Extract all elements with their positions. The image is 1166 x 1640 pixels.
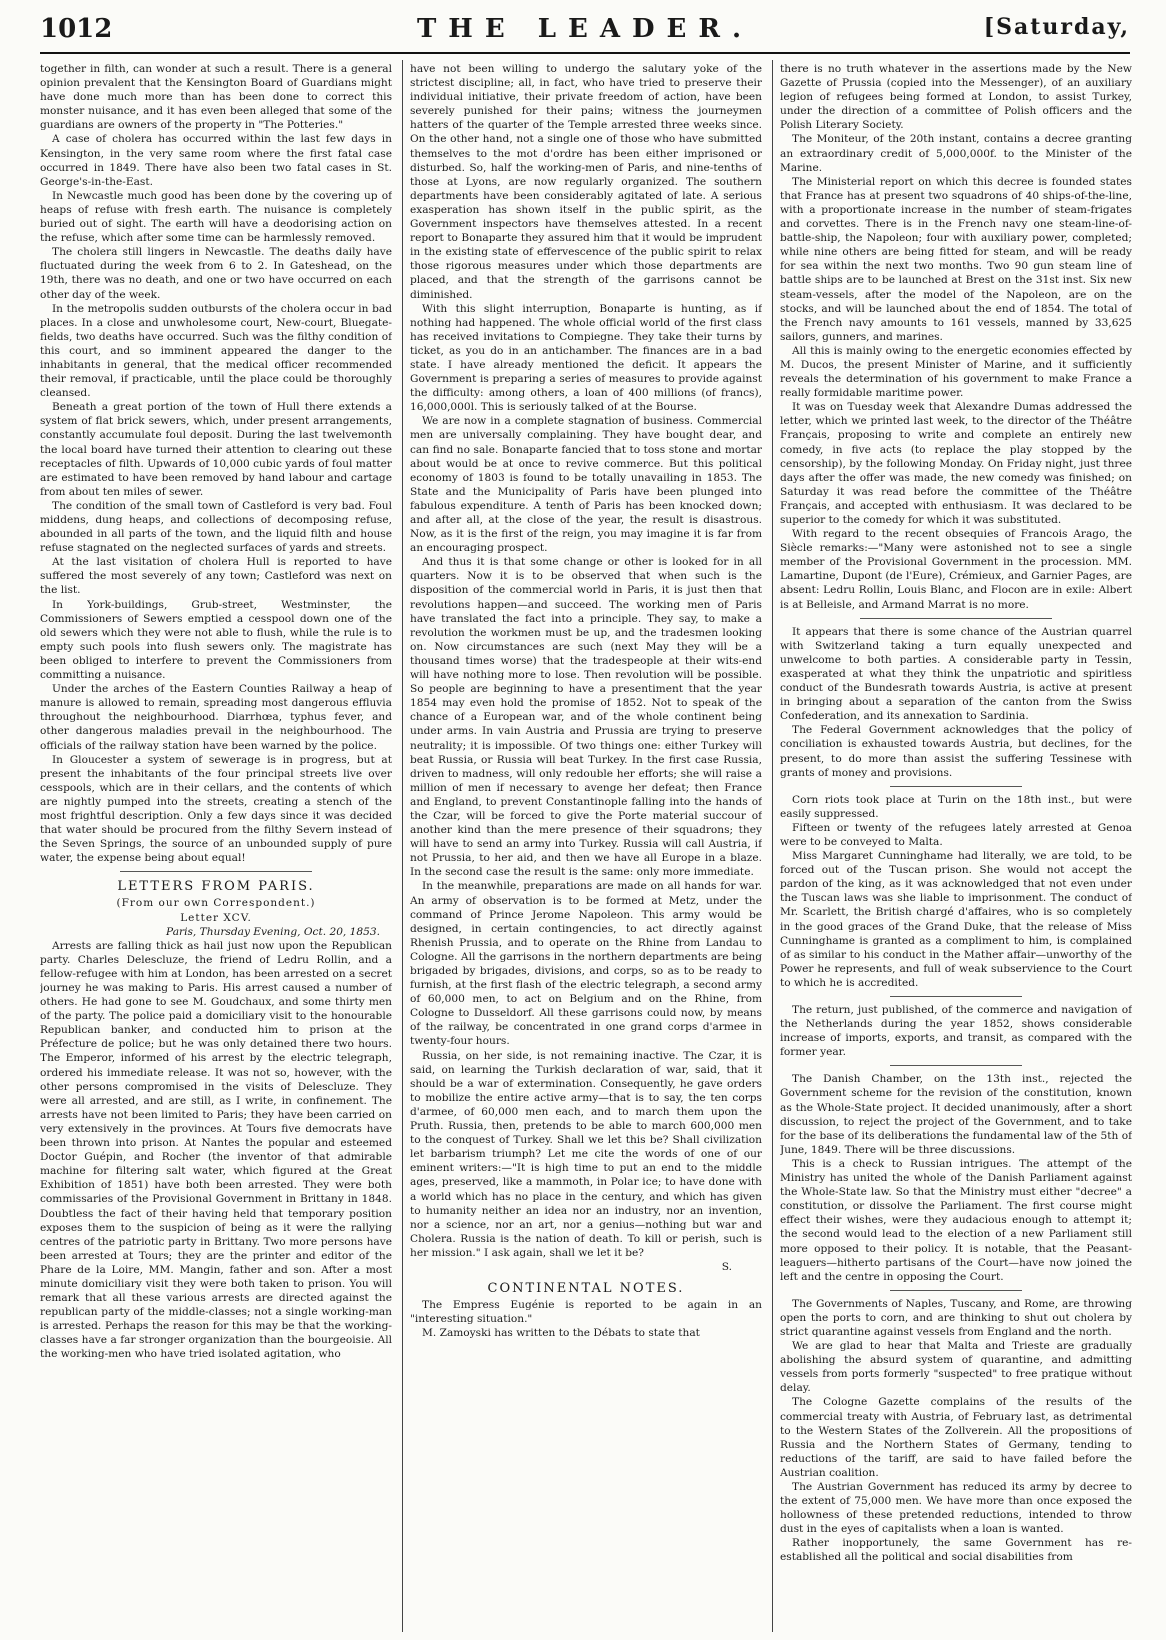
paragraph: M. Zamoyski has written to the Débats to state that	[422, 1327, 700, 1340]
paragraph: The Moniteur, of the 20th instant, contains a decree granting an extraordinary credit of 5,000,000f. to the Minister of the Marine.	[780, 133, 1132, 174]
divider	[860, 618, 1052, 619]
paragraph: In the metropolis sudden outbursts of the cholera occur in bad places. In a close and unwholesome court, New-court, Bluegate-fields, two deaths have occurred. Such was the filthy condition of this court, and so imminent appeared the danger to the inhabitants in general, that the medical officer recommended their removal, if practicable, until the place could be thoroughly cleansed.	[40, 302, 392, 400]
paragraph: We are glad to hear that Malta and Trieste are gradually abolishing the absurd system of quarantine, and admitting vessels from ports formerly "suspected" to free pratique without delay.	[780, 1340, 1132, 1395]
letter-number: Letter XCV.	[180, 911, 252, 924]
paragraph: The cholera still lingers in Newcastle. The deaths daily have fluctuated during the week from 6 to 2. In Gateshead, on the 19th, there was no death, and one or two have occurred on each other day of the week.	[40, 246, 392, 301]
paragraph: together in filth, can wonder at such a result. There is a general opinion prevalent that the Kensington Board of Guardians might have done much more than has been done to correct this monster nuisance, and it has even been alleged that some of the guardians are owners of the property in "The Potteries."	[40, 63, 392, 132]
paragraph: have not been willing to undergo the salutary yoke of the strictest discipline; all, in fact, who have tried to preserve their individual initiative, their private freedom of action, have been severely punished for their pains; witness the journeymen hatters of the quarter of the Temple arrested three weeks since. On the other hand, not a single one of those who have submitted themselves to the mot d'ordre has been either imprisoned or disturbed. So, half the working-men of Paris, and nine-tenths of those at Lyons, are now regularly organized. The southern departments have been considerably agitated of late. A serious exasperation has shown itself in the public spirit, as the Government inspectors have themselves attested. In a recent report to Bonaparte they assured him that it would be imprudent in the existing state of effervescence of the public spirit to relax those rigorous measures under which those departments are placed, and that the strength of the garrisons cannot be diminished.	[410, 63, 762, 301]
paragraph: In Gloucester a system of sewerage is in progress, but at present the inhabitants of the four principal streets live over cesspools, which are in their cellars, and the contents of which are nightly pumped into the streets, creating a stench of the most frightful description. Only a few days since it was decided that water should be procured from the filthy Severn instead of the Seven Springs, the source of an unbounded supply of pure water, the expense being about equal!	[40, 753, 392, 865]
divider	[890, 1290, 1022, 1291]
section-subheading: (From our own Correspondent.)	[116, 897, 316, 910]
paragraph: In Newcastle much good has been done by the covering up of heaps of refuse with fresh earth. The nuisance is completely buried out of sight. The earth will have a deodorising action on the refuse, which after some time can be harmlessly removed.	[40, 189, 392, 245]
divider	[890, 786, 1022, 787]
paragraph: The return, just published, of the commerce and navigation of the Netherlands during the year 1852, shows considerable increase of imports, exports, and transit, as compared with the former year.	[780, 1004, 1132, 1059]
paragraph: It was on Tuesday week that Alexandre Dumas addressed the letter, which we printed last week, to the director of the Théâtre Français, proposing to write and complete an entirely new comedy, in five acts (to replace the play stopped by the censorship), by the following Monday. On Friday night, just three days after the offer was made, the new comedy was finished; on Saturday it was read before the committee of the Théâtre Français, and accepted with enthusiasm. It was declared to be superior to the comedy for which it was substituted.	[780, 401, 1132, 526]
section-heading-continental: CONTINENTAL NOTES.	[487, 1281, 685, 1297]
divider	[120, 871, 312, 872]
paragraph: In the meanwhile, preparations are made on all hands for war. An army of observation is to be formed at Metz, under the command of Prince Jerome Napoleon. This army would be designed, in certain contingencies, to act directly against Rhenish Prussia, and to operate on the Rhine from Landau to Cologne. All the garrisons in the northern departments are being brigaded by brigades, divisions, and corps, so as to be ready to furnish, at the first flash of the electric telegraph, a second army of 60,000 men, to act on Belgium and on the Rhine, from Cologne to Dusseldorf. All these garrisons could now, by means of the railway, be concentrated in one grand corps d'armee in twenty-four hours.	[410, 880, 762, 1048]
divider	[890, 996, 1022, 997]
dateline: Paris, Thursday Evening, Oct. 20, 1853.	[166, 925, 380, 938]
paragraph: Corn riots took place at Turin on the 18th inst., but were easily suppressed.	[780, 793, 1132, 820]
paragraph: A case of cholera has occurred within the last few days in Kensington, in the very same room where the first fatal case occurred in 1849. There have also been two fatal cases in St. George's-in-the-East.	[40, 133, 392, 188]
paragraph: With this slight interruption, Bonaparte is hunting, as if nothing had happened. The whole official world of the first class has received invitations to Compiegne. They take their turns by ticket, as you do in an antichamber. The finances are in a bad state. I have already mentioned the deficit. It appears the Government is preparing a series of measures to provide against the difficulty: among others, a loan of 400 millions (of francs), 16,000,000l. This is seriously talked of at the Bourse.	[410, 302, 762, 414]
paragraph: there is no truth whatever in the assertions made by the New Gazette of Prussia (copied into the Messenger), of an auxiliary legion of refugees being formed at London, to assist Turkey, under the direction of a committee of Polish officers and the Polish Literary Society.	[780, 63, 1132, 132]
paragraph: The Federal Government acknowledges that the policy of conciliation is exhausted towards Austria, but declines, for the present, to do more than assist the suffering Tessinese with grants of money and provisions.	[780, 724, 1132, 779]
page-number: 1012	[40, 14, 113, 44]
paragraph: All this is mainly owing to the energetic economies effected by M. Ducos, the present Minister of Marine, and it sufficiently reveals the determination of his government to make France a really formidable maritime power.	[780, 344, 1132, 400]
column-divider	[402, 60, 403, 1632]
paragraph: Miss Margaret Cunninghame had literally, we are told, to be forced out of the Tuscan prison. She would not accept the pardon of the king, as it was acknowledged that not even under the Tuscan laws was she liable to imprisonment. The conduct of Mr. Scarlett, the British chargé d'affaires, who is so completely in the good graces of the Grand Duke, that the release of Miss Cunninghame is granted as a compliment to him, is complained of as similar to his conduct in the Mather affair—unworthy of the Power he represents, and full of weak subservience to the Court to which he is accredited.	[780, 850, 1132, 989]
paragraph: The Governments of Naples, Tuscany, and Rome, are throwing open the ports to corn, and are thinking to shut out cholera by strict quarantine against vessels from England and the north.	[780, 1297, 1132, 1338]
paragraph: The Cologne Gazette complains of the results of the commercial treaty with Austria, of February last, as detrimental to the Western States of the Zollverein. All the propositions of Russia and the Northern States of Germany, tending to reductions of the tariff, are said to have failed before the Austrian coalition.	[780, 1396, 1132, 1479]
paragraph: The Ministerial report on which this decree is founded states that France has at present two squadrons of 40 ships-of-the-line, with a proportionate increase in the number of steam-frigates and corvettes. There is in the French navy one steam-line-of-battle-ship, the Napoleon; four with auxiliary power, completed; while nine others are being fitted for steam, and will be ready for sea within the next two months. Two 90 gun steam line of battle ships are to be launched at Brest on the 31st inst. Six new steam-vessels, after the model of the Napoleon, are on the stocks, and will be launched about the end of 1854. The total of the French navy amounts to 161 vessels, manned by 33,625 sailors, gunners, and marines.	[780, 175, 1132, 343]
paragraph: We are now in a complete stagnation of business. Commercial men are universally complaining. They have bought dear, and can find no sale. Bonaparte fancied that to toss stone and mortar about would be at once to revive commerce. But this political economy of 1803 is found to be totally unavailing in 1853. The State and the Municipality of Paris have been plunged into fabulous expenditure. A tenth of Paris has been knocked down; and after all, at the close of the year, the result is disastrous. Now, as it is the first of the reign, you may imagine it is far from an encouraging prospect.	[410, 415, 762, 555]
paragraph: Russia, on her side, is not remaining inactive. The Czar, it is said, on learning the Turkish declaration of war, said, that it should be a war of extermination. Consequently, he gave orders to mobilize the entire active army—that is to say, the ten corps d'armee, of 60,000 men each, and to march them upon the Pruth. Russia, then, pretends to be able to march 600,000 men to the conquest of Turkey. Shall we let this be? Shall civilization let barbarism triumph? Let me cite the words of one of our eminent writers:—"It is high time to put an end to the middle ages, preserved, like a mammoth, in Polar ice; to have done with a world which has no place in the century, and which has given to humanity neither an idea nor an industry, nor an invention, nor a science, nor an art, nor a genius—nothing but war and Cholera. Russia is the nation of death. To kill or perish, such is her mission." I ask again, shall we let it be?	[410, 1049, 762, 1259]
paragraph: The Empress Eugénie is reported to be again in an "interesting situation."	[410, 1299, 762, 1326]
paragraph: The Danish Chamber, on the 13th inst., rejected the Government scheme for the revision of the constitution, known as the Whole-State project. It decided unanimously, after a short discussion, to reject the project of the Government, and to take for the base of its deliberations the fundamental law of the 5th of June, 1849. There will be three discussions.	[780, 1073, 1132, 1156]
paragraph: In York-buildings, Grub-street, Westminster, the Commissioners of Sewers emptied a cesspool down one of the old sewers which they were not able to flush, while the rule is to empty such pools into flush sewers only. The magistrate has been obliged to interfere to prevent the Commissioners from committing a nuisance.	[40, 598, 392, 682]
column-2	[410, 62, 762, 1632]
issue-day: [Saturday,	[983, 14, 1130, 40]
header-rule	[40, 52, 1130, 54]
column-3	[780, 62, 1132, 1632]
section-heading-letters: LETTERS FROM PARIS.	[117, 879, 315, 895]
column-1	[40, 62, 392, 1632]
paragraph: With regard to the recent obsequies of Francois Arago, the Siècle remarks:—"Many were astonished not to see a single member of the Provisional Government in the procession. MM. Lamartine, Dupont (de l'Eure), Crémieux, and Garnier Pages, are absent: Ledru Rollin, Louis Blanc, and Flocon are in exile: Albert is at Belleisle, and Armand Marrat is no more.	[780, 528, 1132, 611]
paragraph: Beneath a great portion of the town of Hull there extends a system of flat brick sewers, which, under present arrangements, constantly accumulate foul deposit. During the last twelvemonth the local board have turned their attention to clearing out these receptacles of filth. Upwards of 10,000 cubic yards of foul matter are estimated to have been removed by hand labour and cartage from about ten miles of sewer.	[40, 401, 392, 498]
paragraph: Fifteen or twenty of the refugees lately arrested at Genoa were to be conveyed to Malta.	[780, 821, 1132, 848]
divider	[890, 1065, 1022, 1066]
paragraph: Rather inopportunely, the same Government has re-established all the political and social disabilities from	[780, 1537, 1132, 1564]
paragraph: At the last visitation of cholera Hull is reported to have suffered the most severely of any town; Castleford was next on the list.	[40, 556, 392, 597]
paragraph: Arrests are falling thick as hail just now upon the Republican party. Charles Delescluze, the friend of Ledru Rollin, and a fellow-refugee with him at London, has been arrested on a secret journey he was making to Paris. His arrest caused a number of others. He had gone to see M. Goudchaux, and some thirty men of the party. The police paid a domiciliary visit to the honourable Republican banker, and conducted him to prison at the Préfecture de police; but he was only detained there two hours. The Emperor, informed of his arrest by the electric telegraph, ordered his immediate release. It was not so, however, with the other persons compromised in the visits of Delescluze. They were all arrested, and are still, as I write, in confinement. The arrests have not been limited to Paris; they have been carried on very extensively in the provinces. At Tours five democrats have been thrown into prison. At Nantes the popular and esteemed Doctor Guépin, and Rocher (the inventor of that admirable machine for filtering salt water, which figured at the Great Exhibition of 1851) have both been arrested. They were both commissaries of the Provisional Government in Brittany in 1848. Doubtless the fact of their having held that temporary position exposes them to the suspicion of being as it were the rallying centres of the patriotic party in Brittany. Two more persons have been arrested at Tours; they are the printer and editor of the Phare de la Loire, MM. Mangin, father and son. After a most minute domiciliary visit they were both taken to prison. You will remark that all these various arrests are directed against the republican party of the middle-classes; not a single working-man is arrested. Perhaps the reason for this may be that the working-classes have a far stronger organization than the bourgeoisie. All the working-men who have tried isolated agitation, who	[40, 939, 392, 1361]
paragraph: It appears that there is some chance of the Austrian quarrel with Switzerland taking a turn equally unexpected and unwelcome to both parties. A considerable party in Tessin, exasperated at what they think the unpatriotic and spiritless conduct of the Bundesrath towards Austria, is active at present in bringing about a separation of the canton from the Swiss Confederation, and its annexation to Sardinia.	[780, 625, 1132, 723]
column-divider	[772, 60, 773, 1632]
paragraph: The condition of the small town of Castleford is very bad. Foul middens, dung heaps, and collections of decomposing refuse, abounded in all parts of the town, and the liquid filth and house refuse stagnated on the neglected surfaces of yards and streets.	[40, 499, 392, 555]
signature: S.	[721, 1260, 732, 1273]
paragraph: This is a check to Russian intrigues. The attempt of the Ministry has united the whole of the Danish Parliament against the Whole-State law. So that the Ministry must either "decree" a constitution, or dissolve the Parliament. The first course might effect their wishes, were they audacious enough to attempt it; the second would lead to the election of a new Parliament still more opposed to their policy. It is notable, that the Peasant-leaguers—hitherto partisans of the Court—have now joined the left and the centre in opposing the Court.	[780, 1157, 1132, 1283]
paragraph: Under the arches of the Eastern Counties Railway a heap of manure is allowed to remain, spreading most dangerous effluvia throughout the neighbourhood. Diarrhœa, typhus fever, and other dangerous maladies prevail in the neighbourhood. The officials of the railway station have been warned by the police.	[40, 683, 392, 752]
paragraph: And thus it is that some change or other is looked for in all quarters. Now it is to be observed that when such is the disposition of the commercial world in Paris, it is just then that revolutions happen—and succeed. The working men of Paris have translated the fact into a principle. They say, to make a revolution the workmen must be up, and the tradesmen looking on. Now circumstances are such (next May they will be a thousand times worse) that the tradespeople at their wits-end will have nothing more to lose. Then revolution will be possible. So people are beginning to have a presentiment that the year 1854 may even hold the promise of 1852. Not to speak of the chance of a European war, and of the whole continent being under arms. In vain Austria and Prussia are trying to preserve neutrality; it is impossible. Of two things one: either Turkey will beat Russia, or Russia will beat Turkey. In the first case Russia, driven to madness, will only redouble her efforts; she will raise a million of men if necessary to avenge her defeat; then France and England, to prevent Constantinople falling into the hands of the Czar, will be forced to give the Porte material succour of another kind than the mere presence of their squadrons; they will have to send an army into Turkey. Russia will call Austria, if not Prussia, to her aid, and then we have all Europe in a blaze. In the second case the result is the same: only more immediate.	[410, 556, 762, 879]
newspaper-title: THE LEADER.	[416, 14, 754, 44]
paragraph: The Austrian Government has reduced its army by decree to the extent of 75,000 men. We have more than once exposed the hollowness of these pretended reductions, intended to throw dust in the eyes of capitalists when a loan is wanted.	[780, 1481, 1132, 1536]
